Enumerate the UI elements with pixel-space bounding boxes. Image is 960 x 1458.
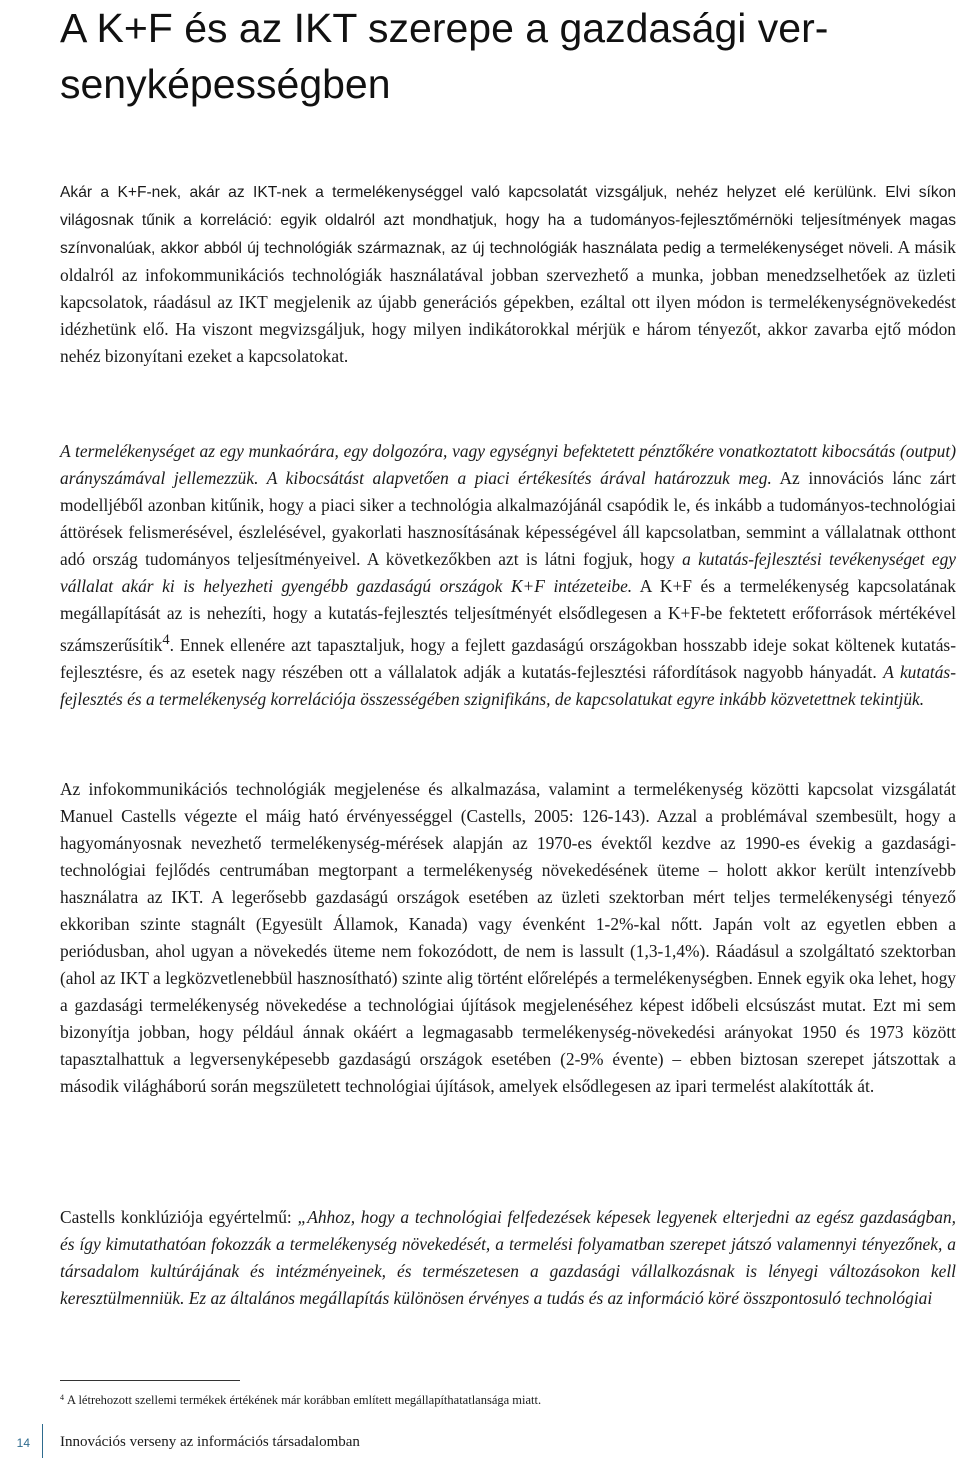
paragraph-3: Az infokommunikációs technológiák megjelenése és alkalmazása, valamint a termelékenység közötti kapcsolat vizsgálatát Manuel Castells végezte el máig ható érvényességgel (Castells, 2005: 126-143). Azzal a problémával szembesült, hogy a hagyományosnak nevezhető termelékenység-mérések alapján az 1970-es évektől kezdve az 1990-es évekig a gazdasági-technológiai fejlődés centrumában megtorpant a termelékenység növekedésének üteme – holott akkor került intenzívebb használatra az IKT. A legerősebb gazdaságú országok esetében az üzleti szektorban mért teljes termelékenységi tényező ekkoriban szinte stagnált (Egyesült Államok, Kanada) vagy évenként 1-2%-kal nőtt. Japán volt az egyetlen ebben a periódusban, ahol ugyan a növekedés üteme nem fokozódott, de nem is lassult (1,3-1,4%). Ráadásul a szolgáltató szektorban (ahol az IKT a legközvetlenebbül hasznosítható) szinte alig történt előrelépés a termelékenységben. Ennek egyik oka lehet, hogy a gazdasági termelékenység növekedése a technológiai újítások megjelenéséhez képest időbeli elcsúszást mutat. Ezt mi sem bizonyítja jobban, hogy például ánnak okáért a legmagasabb termelékenység-növekedési arányokat 1950 és 1973 között tapasztalhattuk a legversenyképesebb gazdaságú országok esetében (2-9% évente) – ebben biztosan szerepet játszottak a második világháború során megszületett technológiai újítások, amelyek elsődlegesen az ipari termelést alakították át. [60,779,956,1096]
paragraph-1-part-a: Akár a K+F-nek, akár az IKT-nek a termelékenységgel való kapcsolatát vizsgáljuk, nehéz helyzet elé kerülünk. Elvi síkon világosnak tűnik a korreláció: egyik oldalról azt mondhatjuk, hogy ha a tudományos-fejlesztőmérnöki teljesítmények magas színvonalúak, akkor abból új technológiák származnak, az új technológiák használata pedig a termelékenységet növeli. [60,184,956,257]
page-title: A K+F és az IKT szerepe a gazdasági versenyképességben [60,5,829,107]
footnote [60,1389,940,1409]
footer-divider [42,1424,43,1458]
running-title: Innovációs verseny az információs társadalomban [60,1434,360,1450]
footnote-mark: 4 [60,1393,64,1402]
paragraph-2-italic-f: A kutatás-fejlesztés és a termelékenység korrelációja összességében szignifikáns, de kapcsolatukat egyre inkább közvetettnek tekintjük. [60,661,956,709]
paragraph-1-part-b: A másik oldalról az infokommunikációs technológiák használatával jobban szervezhető a munka, jobban menedzselhetőek az üzleti kapcsolatok, ráadásul az IKT megjelenik az újabb generációs gépekben, ezáltal ott ilyen módon is termelékenységnövekedést idézhetünk elő. Ha viszont megvizsgáljuk, hogy milyen indikátorokkal mérjük e három tényezőt, akkor zavarba ejtő módon nehéz bizonyítani ezeket a kapcsolatokat. [60,237,956,366]
page-number: 14 [16,1436,30,1450]
footnote-separator [60,1380,240,1381]
paragraph-2-part-b: Az innovációs lánc zárt modelljéből azonban kitűnik, hogy a piaci siker a technológia alkalmazójánál csapódik le, és inkább a tudományos-technológiai áttörések felismerésével, észlelésével, gyakorlati hasznosításának képességével áll kapcsolatban, semmint a vállalatnak otthont adó ország tudományos teljesítményeivel. A következőkben azt is látni fogjuk, hogy [60,468,956,569]
paragraph-2-part-d: A K+F és a termelékenység kapcsolatának megállapítását az is nehezíti, hogy a kutatás-fejlesztés teljesítményét elsődlegesen a K+F-be fektetett erőforrások mértékével számszerűsítik [60,576,956,655]
paragraph-2-italic-a: A termelékenységet az egy munkaórára, egy dolgozóra, vagy egységnyi befektetett pénztőkére vonatkoztatott kibocsátás (output) arányszámával jellemezzük. A kibocsátást alapvetően a piaci értékesítés árával határozzuk meg. [60,441,956,488]
castells-quote: „Ahhoz, hogy a technológiai felfedezések képesek legyenek elterjedni az egész gazdaságban, és így kimutathatóan fokozzák a termelékenység növekedését, a termelési folyamatban szerepet játszó valamennyi tényezőnek, a társadalom kultúrájának és intézményeinek, és természetesen a gazdasági vállalkozásnak is lényegi változásokon kell keresztülmenniük. Ez az általános megállapítás különösen érvényes a tudás és az információ köré összpontosuló technológiai [60,1207,956,1308]
paragraph-2-italic-c: a kutatás-fejlesztési tevékenységet egy vállalat akár ki is helyezheti gyengébb gazdaságú országok K+F intézeteibe. [60,549,956,596]
footnote-reference[interactable]: 4 [162,632,170,648]
paragraph-4 [60,1204,956,1312]
paragraph-2 [60,438,956,713]
paragraph-4-part-a: Castells konklúziója egyértelmű: [60,1207,298,1227]
footnote-text: A létrehozott szellemi termékek értékének már korábban említett megállapíthatatlansága miatt. [67,1393,542,1407]
paragraph-2-part-e: . Ennek ellenére azt tapasztaljuk, hogy a fejlett gazdaságú országokban hosszabb ideje sokat költenek kutatás-fejlesztésre, és az esetek nagy részében ott a vállalatok adják a kutatás-fejlesztési ráfordítások nagyobb hányadát. [60,634,956,682]
paragraph-1 [60,178,956,370]
